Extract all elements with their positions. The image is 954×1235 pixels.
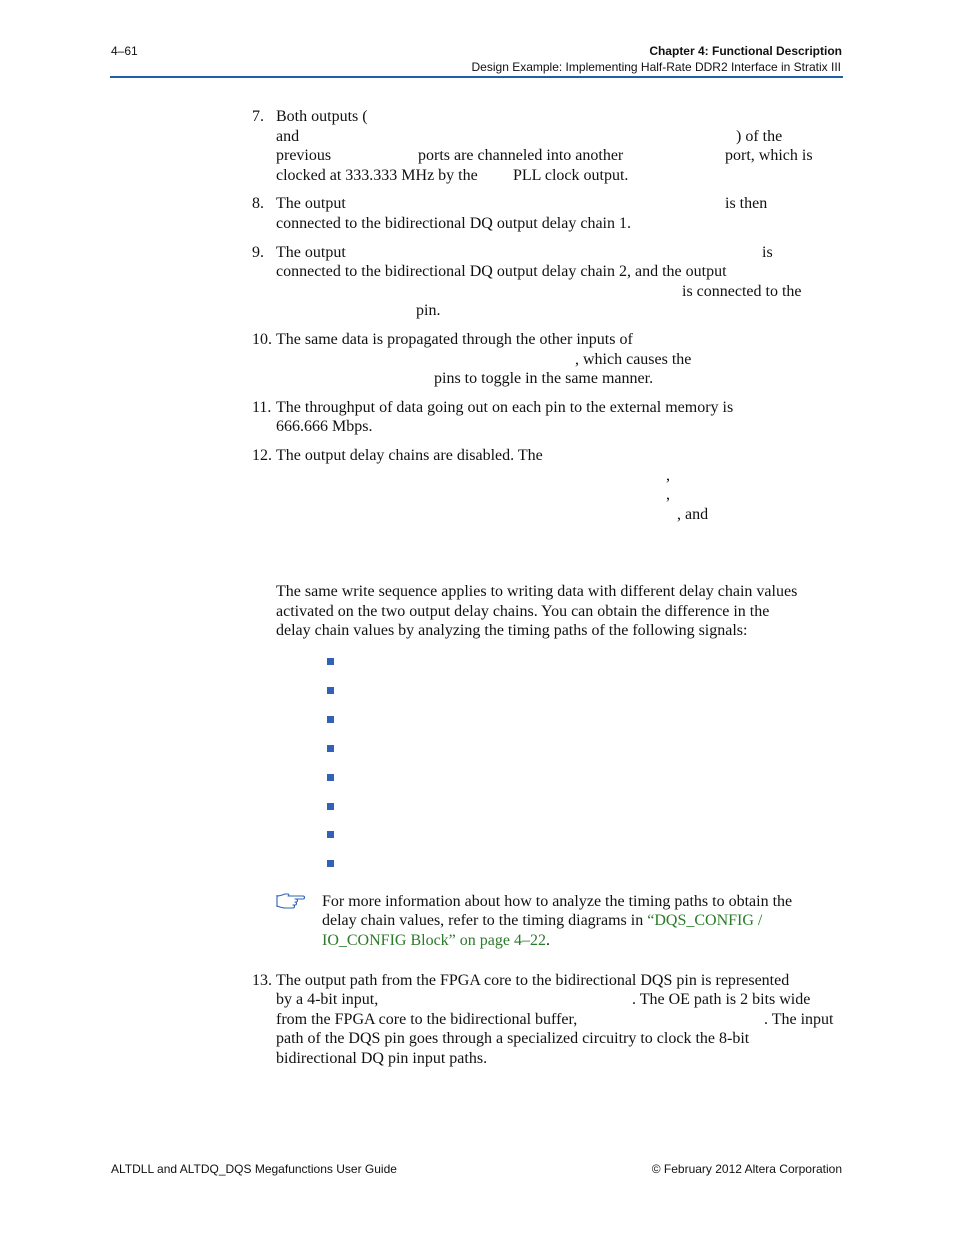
bullet-marker (327, 658, 334, 665)
step-13-number: 13. (252, 972, 272, 989)
bullet-marker (327, 745, 334, 752)
step-9-number: 9. (252, 244, 264, 261)
step-11-line: 666.666 Mbps. (276, 418, 373, 435)
footer-document-title: ALTDLL and ALTDQ_DQS Megafunctions User Guide (111, 1162, 397, 1176)
step-7-line: previous (276, 147, 332, 164)
step-8-line: is then (725, 195, 768, 212)
step-7-line: Both outputs ( (276, 108, 368, 125)
step-7-number: 7. (252, 108, 264, 125)
step-9-line: is connected to the (682, 283, 802, 300)
step-11-number: 11. (252, 399, 272, 416)
chapter-title: Chapter 4: Functional Description (649, 44, 842, 58)
step-9-line: is (762, 244, 773, 261)
cross-reference-link[interactable]: “DQS_CONFIG / (647, 912, 763, 929)
step-7-line: port, which is (725, 147, 813, 164)
step-10-line: pins to toggle in the same manner. (434, 370, 654, 387)
step-13-line: . The OE path is 2 bits wide (632, 991, 811, 1008)
bullet-marker (327, 803, 334, 810)
step-13-line: by a 4-bit input, (276, 991, 379, 1008)
section-title: Design Example: Implementing Half-Rate DDR2 Interface in Stratix III (471, 60, 841, 74)
note-text: delay chain values, refer to the timing diagrams in (322, 912, 644, 929)
step-8-number: 8. (252, 195, 264, 212)
step-12-line: The output delay chains are disabled. The (276, 447, 543, 464)
step-10-line: The same data is propagated through the other inputs of (276, 331, 633, 348)
note-line (322, 931, 550, 951)
header-rule (110, 76, 843, 78)
step-7-line: clocked at 333.333 MHz by the (276, 167, 478, 184)
cross-reference-link[interactable]: IO_CONFIG Block” on page 4–22 (322, 932, 546, 949)
footer-copyright: © February 2012 Altera Corporation (651, 1162, 842, 1176)
body-paragraph-line: activated on the two output delay chains. You can obtain the difference in the (276, 603, 770, 620)
note-line (322, 911, 762, 931)
step-12-comma: , (666, 486, 670, 503)
step-9-line: connected to the bidirectional DQ output delay chain 2, and the output (276, 263, 727, 280)
note-text: . (545, 932, 550, 949)
step-7-line: ) of the (736, 128, 783, 145)
step-11-line: The throughput of data going out on each pin to the external memory is (276, 399, 734, 416)
step-12-comma: , (666, 467, 670, 484)
step-9-line: pin. (416, 302, 441, 319)
step-13-line: path of the DQS pin goes through a specialized circuitry to clock the 8-bit (276, 1030, 750, 1047)
step-10-line: , which causes the (575, 351, 692, 368)
step-9-line: The output (276, 244, 346, 261)
step-8-line: connected to the bidirectional DQ output delay chain 1. (276, 215, 631, 232)
pointing-hand-icon (276, 893, 308, 909)
page-number: 4–61 (111, 44, 138, 58)
bullet-marker (327, 687, 334, 694)
step-13-line: from the FPGA core to the bidirectional buffer, (276, 1011, 578, 1028)
step-10-number: 10. (252, 331, 272, 348)
step-7-line: PLL clock output. (513, 167, 629, 184)
bullet-marker (327, 831, 334, 838)
step-8-line: The output (276, 195, 346, 212)
step-12-number: 12. (252, 447, 272, 464)
step-7-line: ports are channeled into another (418, 147, 624, 164)
step-13-line: . The input (764, 1011, 834, 1028)
bullet-marker (327, 716, 334, 723)
step-7-line: and (276, 128, 300, 145)
body-paragraph-line: delay chain values by analyzing the timing paths of the following signals: (276, 622, 748, 639)
step-12-line: , and (677, 506, 709, 523)
bullet-marker (327, 860, 334, 867)
step-13-line: bidirectional DQ pin input paths. (276, 1050, 488, 1067)
note-line: For more information about how to analyze the timing paths to obtain the (322, 893, 793, 910)
step-13-line: The output path from the FPGA core to the bidirectional DQS pin is represented (276, 972, 790, 989)
body-paragraph-line: The same write sequence applies to writing data with different delay chain values (276, 583, 798, 600)
bullet-marker (327, 774, 334, 781)
